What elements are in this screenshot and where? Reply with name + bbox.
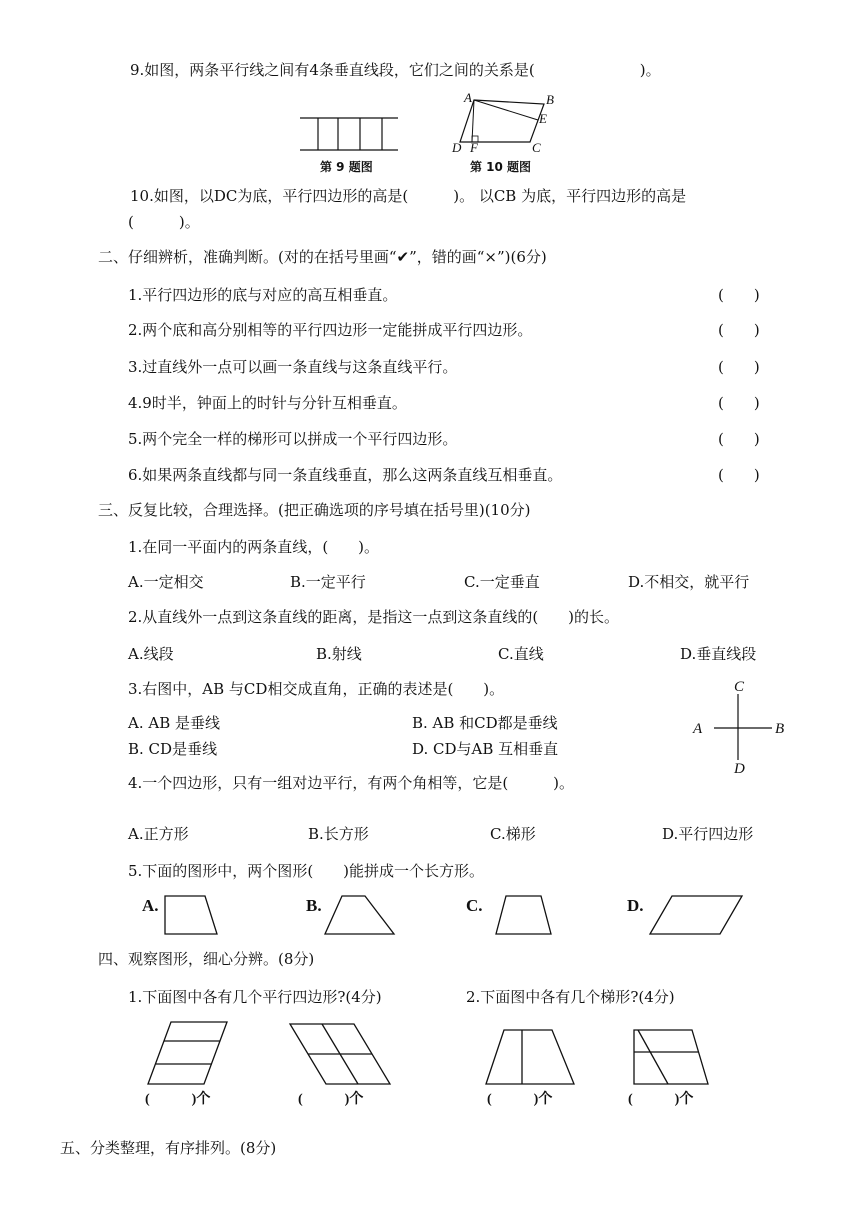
choice-option: D.垂直线段 [680,645,757,663]
choice-option: D.不相交，就平行 [628,573,750,591]
judge-item-paren[interactable]: ( ) [718,394,760,412]
judge-item-paren[interactable]: ( ) [718,466,760,484]
q5-shapes [140,890,750,942]
section-5-title: 五、分类整理，有序排列。(8分) [60,1139,277,1157]
choice-option: B. CD是垂线 [128,740,218,758]
choice-option: C.一定垂直 [464,573,540,591]
q5-label-b: B. [306,896,322,915]
judge-item-text: 2.两个底和高分别相等的平行四边形一定能拼成平行四边形。 [128,321,533,339]
answer-blank[interactable]: ( )个 [145,1092,211,1107]
judge-item-text: 4.9时半，钟面上的时针与分针互相垂直。 [128,394,407,412]
choice-option: B.一定平行 [290,573,366,591]
choice-q1: 1.在同一平面内的两条直线，( )。 [128,538,380,556]
q5-label-a: A. [142,896,159,915]
judge-item-paren[interactable]: ( ) [718,358,760,376]
perpendicular-lines-figure [688,676,798,778]
figure-10-caption: 第 10 题图 [470,160,532,174]
label-D: D [452,140,462,155]
choice-option: A. AB 是垂线 [128,714,220,732]
shape-c-trapezoid [496,896,551,934]
figure-10-parallelogram [450,90,560,156]
choice-option: A.线段 [128,645,174,663]
label-D: D [734,761,745,777]
judge-item-text: 5.两个完全一样的梯形可以拼成一个平行四边形。 [128,430,458,448]
parallelogram-figure-2 [286,1020,396,1086]
question-10-line1: 10.如图，以DC为底，平行四边形的高是( )。 以CB 为底，平行四边形的高是 [130,187,687,205]
label-A: A [464,90,472,105]
figure-9-parallel-lines [298,112,400,154]
choice-option: C.梯形 [490,825,536,843]
section-3-title: 三、反复比较，合理选择。(把正确选项的序号填在括号里)(10分) [98,501,531,519]
choice-q5: 5.下面的图形中，两个图形( )能拼成一个长方形。 [128,862,485,880]
judge-item-text: 6.如果两条直线都与同一条直线垂直，那么这两条直线互相垂直。 [128,466,563,484]
choice-option: B.射线 [316,645,362,663]
judge-item-paren[interactable]: ( ) [718,286,760,304]
label-A: A [693,721,703,737]
choice-option: D. CD与AB 互相垂直 [412,740,559,758]
answer-blank[interactable]: ( )个 [298,1092,364,1107]
label-C: C [532,140,541,155]
q5-label-c: C. [466,896,483,915]
question-10-line2: ( )。 [128,213,200,231]
judge-item-text: 3.过直线外一点可以画一条直线与这条直线平行。 [128,358,458,376]
choice-option: B. AB 和CD都是垂线 [412,714,558,732]
shape-d-parallelogram [650,896,742,934]
choice-q2: 2.从直线外一点到这条直线的距离，是指这一点到这条直线的( )的长。 [128,608,620,626]
judge-item-paren[interactable]: ( ) [718,430,760,448]
section-2-title: 二、仔细辨析，准确判断。(对的在括号里画“✔”，错的画“×”)(6分) [98,248,547,266]
answer-blank[interactable]: ( )个 [487,1092,553,1107]
section-4-title: 四、观察图形，细心分辨。(8分) [98,950,315,968]
count-q1: 1.下面图中各有几个平行四边形?(4分) [128,988,382,1006]
choice-option: A.正方形 [128,825,189,843]
count-q2: 2.下面图中各有几个梯形?(4分) [466,988,675,1006]
trapezoid-figure-1 [484,1026,580,1088]
label-F: F [470,140,478,155]
shape-a-right-trapezoid [165,896,217,934]
label-E: E [539,111,547,126]
parallelogram-figure-1 [140,1018,240,1088]
question-9: 9.如图，两条平行线之间有4条垂直线段，它们之间的关系是( )。 [130,61,661,79]
judge-item-text: 1.平行四边形的底与对应的高互相垂直。 [128,286,398,304]
choice-option: A.一定相交 [128,573,204,591]
answer-blank[interactable]: ( )个 [628,1092,694,1107]
choice-option: C.直线 [498,645,544,663]
choice-option: D.平行四边形 [662,825,754,843]
label-B: B [546,92,554,107]
shape-b-trapezoid [325,896,394,934]
choice-option: B.长方形 [308,825,369,843]
choice-q3: 3.右图中，AB 与CD相交成直角，正确的表述是( )。 [128,680,505,698]
label-B: B [775,721,785,737]
label-C: C [734,679,745,695]
choice-q4: 4.一个四边形，只有一组对边平行，有两个角相等，它是( )。 [128,774,575,792]
figure-9-caption: 第 9 题图 [320,160,373,174]
q5-label-d: D. [627,896,644,915]
judge-item-paren[interactable]: ( ) [718,321,760,339]
trapezoid-figure-2 [630,1026,712,1088]
